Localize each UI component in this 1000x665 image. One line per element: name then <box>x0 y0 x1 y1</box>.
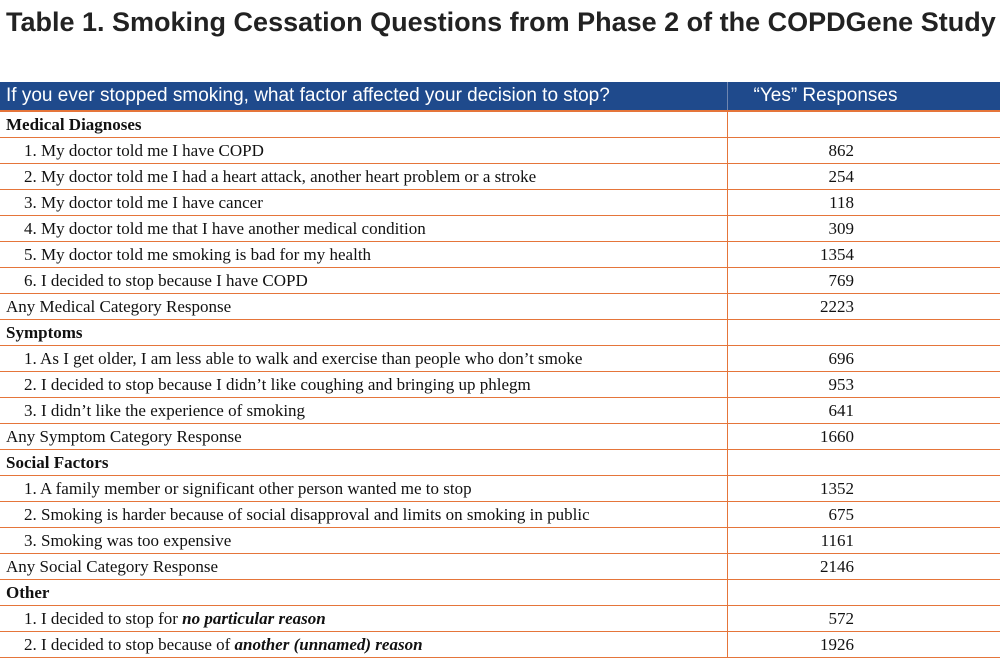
row-label-text: 2. I decided to stop because of <box>24 634 235 654</box>
row-label: 1. A family member or significant other person wanted me to stop <box>0 476 727 502</box>
table-row <box>0 398 1000 424</box>
row-label: 3. My doctor told me I have cancer <box>0 190 727 216</box>
row-label: 1. My doctor told me I have COPD <box>0 138 727 164</box>
row-label: 2. Smoking is harder because of social disapproval and limits on smoking in public <box>0 502 727 528</box>
total-row-social <box>0 554 1000 580</box>
section-row-symptoms <box>0 320 1000 346</box>
table-header-row <box>0 82 1000 111</box>
row-value: 254 <box>727 164 1000 190</box>
row-value: 572 <box>727 606 1000 632</box>
total-value: 2223 <box>727 294 1000 320</box>
table-row <box>0 502 1000 528</box>
responses-column-header: “Yes” Responses <box>727 82 1000 111</box>
row-value: 862 <box>727 138 1000 164</box>
section-value <box>727 580 1000 606</box>
row-label: 3. I didn’t like the experience of smoking <box>0 398 727 424</box>
smoking-cessation-table <box>0 82 1000 658</box>
section-value <box>727 450 1000 476</box>
row-value: 1161 <box>727 528 1000 554</box>
row-value: 1354 <box>727 242 1000 268</box>
row-label: 3. Smoking was too expensive <box>0 528 727 554</box>
table-row <box>0 164 1000 190</box>
row-value: 953 <box>727 372 1000 398</box>
row-value: 675 <box>727 502 1000 528</box>
row-value: 696 <box>727 346 1000 372</box>
total-label: Any Medical Category Response <box>0 294 727 320</box>
total-row-medical <box>0 294 1000 320</box>
section-label: Social Factors <box>0 450 727 476</box>
section-label: Medical Diagnoses <box>0 111 727 138</box>
table-row <box>0 242 1000 268</box>
table-row <box>0 632 1000 658</box>
row-value: 1352 <box>727 476 1000 502</box>
row-value: 309 <box>727 216 1000 242</box>
row-value: 1926 <box>727 632 1000 658</box>
total-row-symptom <box>0 424 1000 450</box>
row-label: 2. My doctor told me I had a heart attack, another heart problem or a stroke <box>0 164 727 190</box>
total-label: Any Social Category Response <box>0 554 727 580</box>
section-row-social-factors <box>0 450 1000 476</box>
total-label: Any Symptom Category Response <box>0 424 727 450</box>
section-row-medical-diagnoses <box>0 111 1000 138</box>
table-row <box>0 190 1000 216</box>
row-value: 769 <box>727 268 1000 294</box>
question-column-header: If you ever stopped smoking, what factor affected your decision to stop? <box>0 82 727 111</box>
table-row <box>0 268 1000 294</box>
table-row <box>0 528 1000 554</box>
row-label: 2. I decided to stop because I didn’t like coughing and bringing up phlegm <box>0 372 727 398</box>
total-value: 1660 <box>727 424 1000 450</box>
total-value: 2146 <box>727 554 1000 580</box>
section-value <box>727 111 1000 138</box>
row-label-text: 1. I decided to stop for <box>24 608 183 628</box>
table-title: Table 1. Smoking Cessation Questions from Phase 2 of the COPDGene Study <box>6 7 996 37</box>
row-label: 6. I decided to stop because I have COPD <box>0 268 727 294</box>
row-label: 5. My doctor told me smoking is bad for my health <box>0 242 727 268</box>
row-label <box>0 632 727 658</box>
row-value: 118 <box>727 190 1000 216</box>
table-row <box>0 216 1000 242</box>
row-label: 4. My doctor told me that I have another medical condition <box>0 216 727 242</box>
section-label: Other <box>0 580 727 606</box>
table-row <box>0 346 1000 372</box>
row-label-emphasis: another (unnamed) reason <box>234 634 423 654</box>
section-value <box>727 320 1000 346</box>
row-label <box>0 606 727 632</box>
table-row <box>0 476 1000 502</box>
row-value: 641 <box>727 398 1000 424</box>
table-row <box>0 606 1000 632</box>
section-label: Symptoms <box>0 320 727 346</box>
section-row-other <box>0 580 1000 606</box>
row-label-emphasis: no particular reason <box>182 608 326 628</box>
table-row <box>0 138 1000 164</box>
row-label: 1. As I get older, I am less able to walk and exercise than people who don’t smoke <box>0 346 727 372</box>
table-row <box>0 372 1000 398</box>
